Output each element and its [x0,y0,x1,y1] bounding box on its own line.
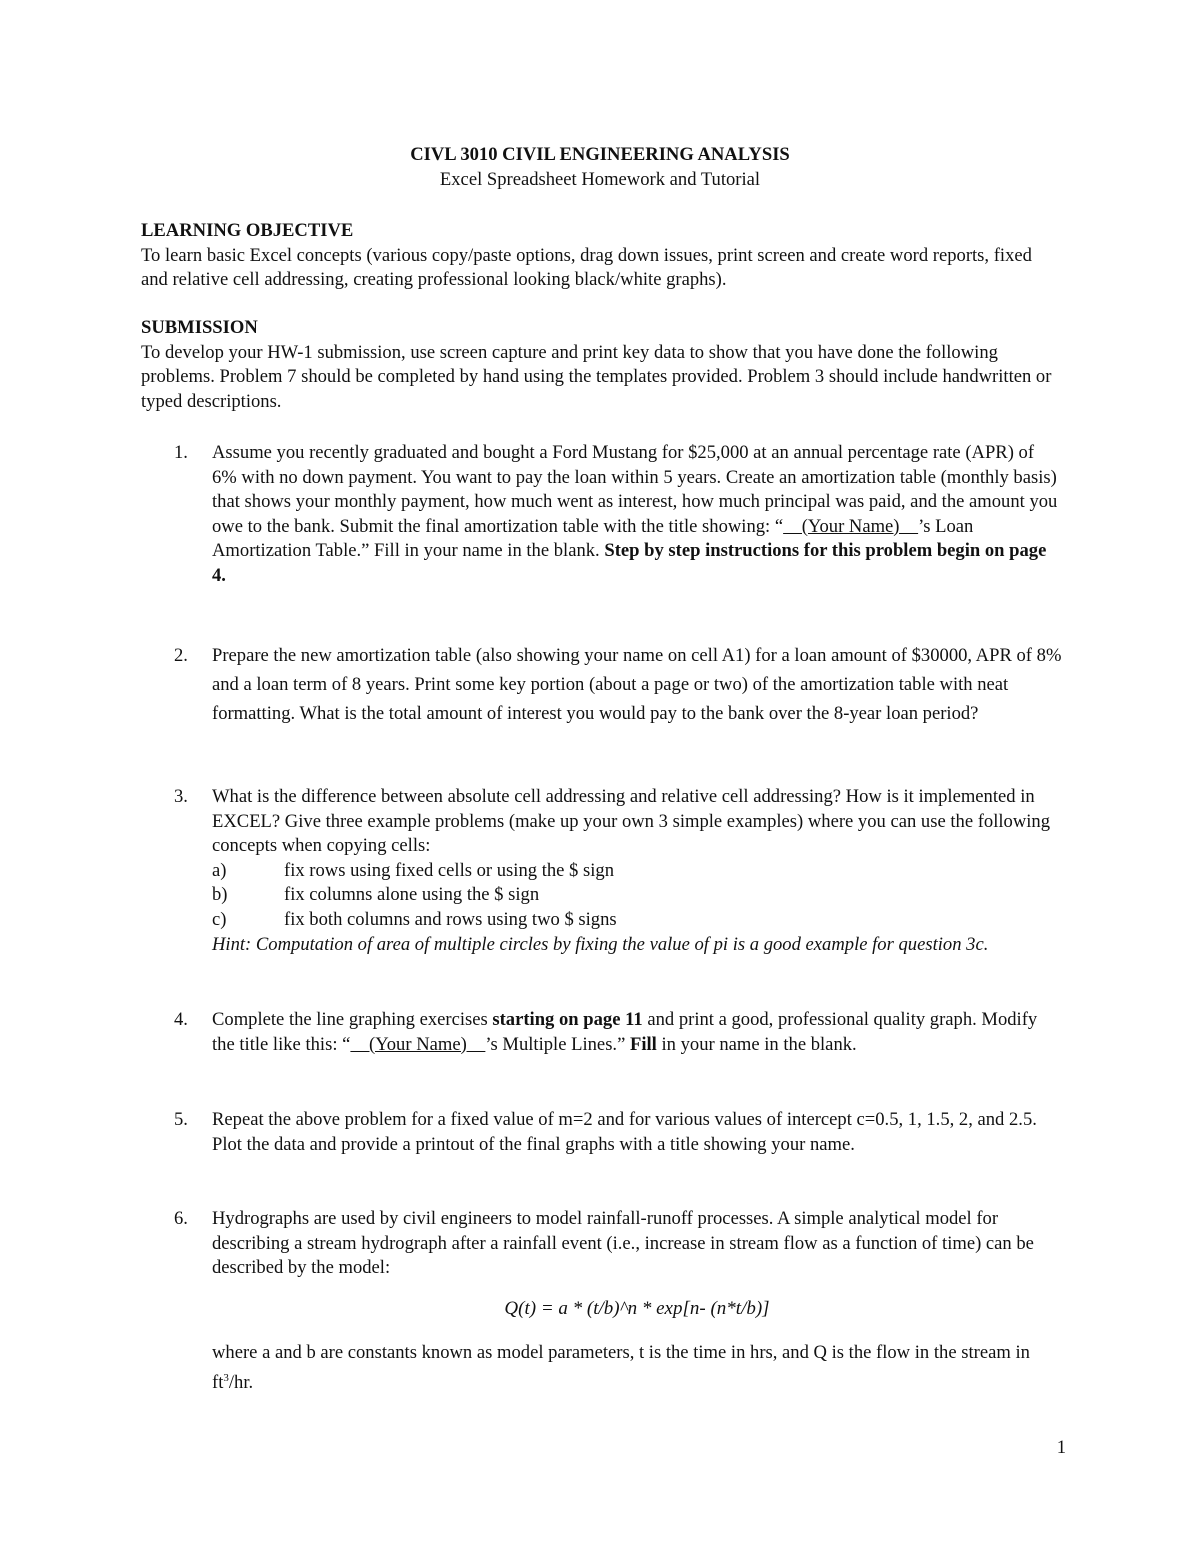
list-item-label: c) [212,908,227,930]
list-item-text: fix rows using fixed cells or using the $ sign [284,859,615,881]
list-item-text: fix both columns and rows using two $ signs [284,908,617,930]
problem-text [212,441,1062,589]
problem-text [212,1008,1062,1057]
list-item [212,908,1062,933]
problem-number: 1. [174,442,188,463]
problem-4-page-ref: starting on page 11 [492,1009,643,1030]
learning-objective-heading: LEARNING OBJECTIVE [141,220,354,241]
problem-1-text-a: Assume you recently graduated and bought a Ford Mustang for $25,000 at an annual percentage rate (APR) of 6% with no down payment. You want to pay the loan within 5 years. Create an amortization table (monthly basis) that shows your monthly payment, how much went as interest, how much principal was paid, and the amount you owe to the bank. Submit the final amortization table with the title showing: “ [212,442,1058,537]
list-item-label: b) [212,884,228,906]
problem-1-text-b: ’s Loan Amortization Table.” Fill in your name in the blank. [212,515,974,562]
problem-6-after-a: where a and b are constants known as model parameters, t is the time in hrs, and Q is the flow in the stream in ft [212,1342,1030,1394]
list-item [212,883,1062,908]
submission-section [141,316,1061,414]
problem-number: 4. [174,1009,188,1030]
problem-number: 3. [174,786,188,807]
hydrograph-equation: Q(t) = a * (t/b)^n * exp[n- (n*t/b)] [504,1297,770,1319]
problem-6-after-text [212,1341,1062,1395]
name-blank: (Your Name) [783,515,919,537]
learning-objective-text: To learn basic Excel concepts (various copy/paste options, drag down issues, print screen and create word reports, fixed and relative cell addressing, creating professional looking black/white graphs). [141,244,1032,291]
problem-text: Prepare the new amortization table (also showing your name on cell A1) for a loan amount of $30000, APR of 8% and a loan term of 8 years. Print some key portion (about a page or two) of the amortization table with neat formatting. What is the total amount of interest you would pay to the bank over the 8-year loan period? [212,645,1062,724]
list-item-text: fix columns alone using the $ sign [284,884,540,906]
problem-3-text: What is the difference between absolute cell addressing and relative cell addressing? How is it implemented in EXCEL? Give three example problems (make up your own 3 simple examples) where you can use the following concepts when copying cells: [212,786,1051,857]
submission-heading: SUBMISSION [141,317,258,338]
learning-objective-section [141,219,1061,293]
problem-4-fill: Fill [629,1033,657,1055]
list-item [212,859,1062,884]
page-number: 1 [1056,1437,1066,1458]
problem-4-text-b: and print a good, professional quality graph. Modify the title like this: “ [212,1009,1038,1055]
problem-1-instructions-note: Step by step instructions for this problem begin on page 4. [212,540,1047,586]
problem-number: 6. [174,1208,188,1229]
problem-4-text-d: in your name in the blank. [656,1033,857,1055]
document-title: CIVL 3010 CIVIL ENGINEERING ANALYSIS [410,144,790,165]
problem-text [212,785,1062,957]
problem-text: Repeat the above problem for a fixed value of m=2 and for various values of intercept c=0.5, 1, 1.5, 2, and 2.5. Plot the data and provide a printout of the final graphs with a title showing your name. [212,1109,1037,1155]
problem-number: 5. [174,1109,188,1130]
list-item-label: a) [212,859,227,881]
problem-3-hint: Hint: Computation of area of multiple circles by fixing the value of pi is a good example for question 3c. [212,933,989,955]
problem-text [212,1207,1062,1396]
problem-3-sublist [212,859,1062,933]
document-subtitle: Excel Spreadsheet Homework and Tutorial [439,169,761,190]
problem-4-text-c: ’s Multiple Lines.” [485,1033,630,1055]
superscript: 3 [223,1371,229,1384]
problem-4-text-a: Complete the line graphing exercises [212,1009,493,1030]
document-header [0,142,1200,192]
problem-6-text: Hydrographs are used by civil engineers to model rainfall-runoff processes. A simple analytical model for describing a stream hydrograph after a rainfall event (i.e., increase in stream flow as a function of time) can be described by the model: [212,1208,1034,1279]
submission-text: To develop your HW-1 submission, use screen capture and print key data to show that you have done the following problems. Problem 7 should be completed by hand using the templates provided. Problem 3 should include handwritten or typed descriptions. [141,341,1052,412]
name-blank: (Your Name) [350,1033,486,1055]
problem-6-after-b: /hr. [228,1372,254,1394]
problem-number: 2. [174,645,188,666]
